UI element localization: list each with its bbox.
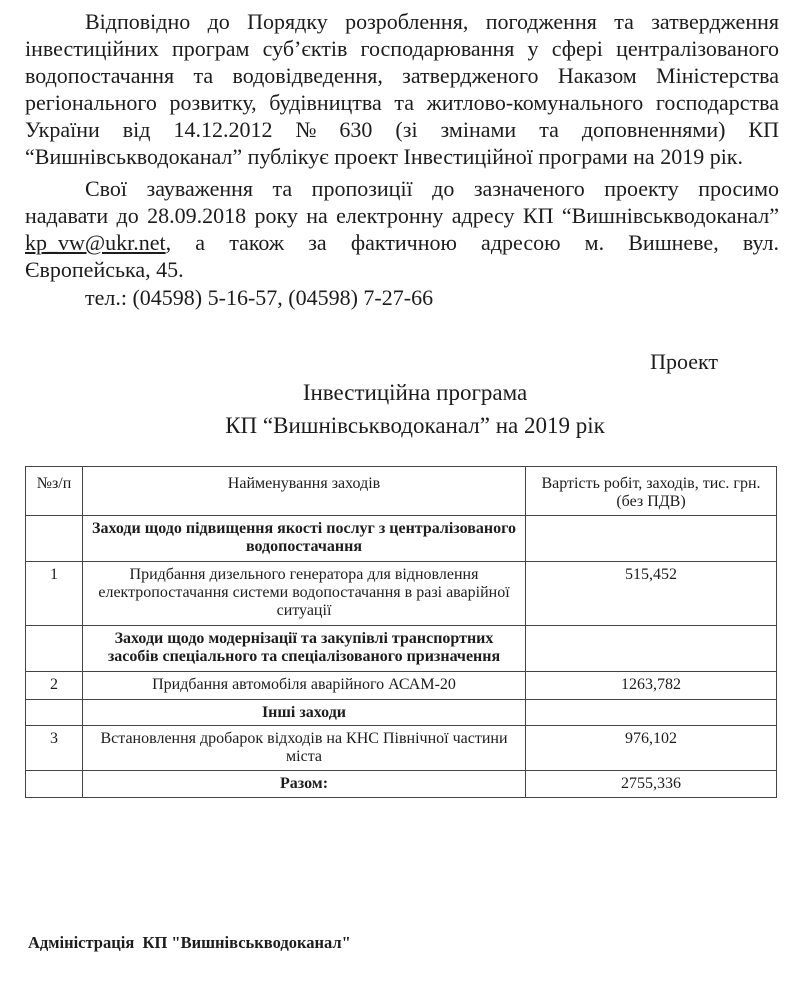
notice-paragraph-feedback (25, 175, 779, 283)
notice-line (25, 35, 779, 62)
notice-phones (25, 284, 779, 311)
notice-line-text: Європейська, 45. (25, 257, 184, 282)
notice-line (25, 8, 779, 35)
notice-line-text: Відповідно до Порядку розроблення, погодження та затвердження (85, 9, 779, 34)
item-name-line: Придбання дизельного генератора для відновлення (129, 566, 479, 583)
item-name-line: Встановлення дробарок відходів на КНС Північної частини (100, 730, 508, 747)
notice-line-text: регіонального розвитку, будівництва та житлово-комунального господарства (25, 90, 779, 115)
section-cost-cell (526, 626, 777, 672)
item-name-line: електропостачання системи водопостачання в разі аварійної (98, 584, 510, 601)
notice-line-text: України від 14.12.2012 № 630 (зі змінами та доповненнями) КП (25, 117, 779, 142)
header-cost (526, 467, 777, 516)
section-heading-row (26, 626, 777, 672)
section-heading (83, 516, 526, 562)
program-title-block (130, 376, 700, 442)
total-label: Разом: (83, 771, 526, 798)
signature: Адміністрація КП "Вишнівськводоканал" (28, 933, 351, 952)
notice-line-text: інвестиційних програм суб’єктів господарювання у сфері централізованого (25, 36, 779, 61)
section-number-cell (26, 516, 83, 562)
item-number: 1 (26, 562, 83, 626)
total-row (26, 771, 777, 798)
header-number (26, 467, 83, 516)
notice-line (25, 62, 779, 89)
item-name-line: міста (286, 748, 322, 765)
notice-line-text: Свої зауваження та пропозиції до зазначеного проекту просимо (85, 176, 779, 201)
section-number-cell (26, 700, 83, 726)
phone-text: тел.: (04598) 5-16-57, (04598) 7-27-66 (85, 285, 434, 310)
item-name (83, 726, 526, 771)
email-link[interactable]: kp_vw@ukr.net (25, 230, 166, 255)
notice-line (25, 229, 779, 256)
notice-line (25, 116, 779, 143)
notice-line-text: , а також за фактичною адресою м. Вишневе, вул. (165, 230, 779, 255)
table-row (26, 672, 777, 700)
notice-line-text: “Вишнівськводоканал” публікує проект Інвестиційної програми на 2019 рік. (25, 144, 743, 169)
notice-paragraph-procedure (25, 8, 779, 170)
section-heading-line: Заходи щодо модернізації та закупівлі транспортних (114, 630, 494, 647)
document-status: Проект (650, 349, 718, 374)
notice-line (25, 202, 779, 229)
item-number: 3 (26, 726, 83, 771)
header-cost-line: (без ПДВ) (616, 493, 686, 510)
header-number-text: №з/п (36, 475, 72, 492)
program-subtitle: КП “Вишнівськводоканал” на 2019 рік (225, 413, 605, 438)
investment-program-table (25, 466, 777, 798)
table-row (26, 562, 777, 626)
table-header-row (26, 467, 777, 516)
section-heading (83, 626, 526, 672)
header-cost-line: Вартість робіт, заходів, тис. грн. (541, 475, 761, 492)
item-cost: 976,102 (526, 726, 777, 771)
notice-line (25, 143, 779, 170)
section-cost-cell (526, 700, 777, 726)
table-row (26, 726, 777, 771)
section-heading-line: водопостачання (245, 538, 362, 555)
notice-line (25, 175, 779, 202)
item-cost: 1263,782 (526, 672, 777, 700)
section-heading-row (26, 516, 777, 562)
item-name-line: Придбання автомобіля аварійного АСАМ-20 (152, 676, 456, 693)
section-heading-line: засобів спеціального та спеціалізованого призначення (107, 648, 501, 665)
total-cost: 2755,336 (526, 771, 777, 798)
total-number-cell (26, 771, 83, 798)
section-heading-line: Заходи щодо підвищення якості послуг з централізованого (92, 520, 516, 537)
item-number: 2 (26, 672, 83, 700)
phone-line (25, 284, 779, 311)
section-heading (83, 700, 526, 726)
notice-line (25, 256, 779, 283)
section-cost-cell (526, 516, 777, 562)
section-number-cell (26, 626, 83, 672)
notice-line-text: водопостачання та водовідведення, затвердженого Наказом Міністерства (25, 63, 779, 88)
program-title: Інвестиційна програма (302, 380, 528, 405)
item-name-line: ситуації (276, 602, 332, 619)
header-name-text: Найменування заходів (227, 475, 381, 492)
item-cost: 515,452 (526, 562, 777, 626)
notice-line-content (25, 230, 779, 255)
header-name (83, 467, 526, 516)
notice-line-text: надавати до 28.09.2018 року на електронну адресу КП “Вишнівськводоканал” (25, 203, 779, 228)
item-name (83, 672, 526, 700)
section-heading-line: Інші заходи (261, 704, 347, 721)
notice-line (25, 89, 779, 116)
item-name (83, 562, 526, 626)
section-heading-row (26, 700, 777, 726)
